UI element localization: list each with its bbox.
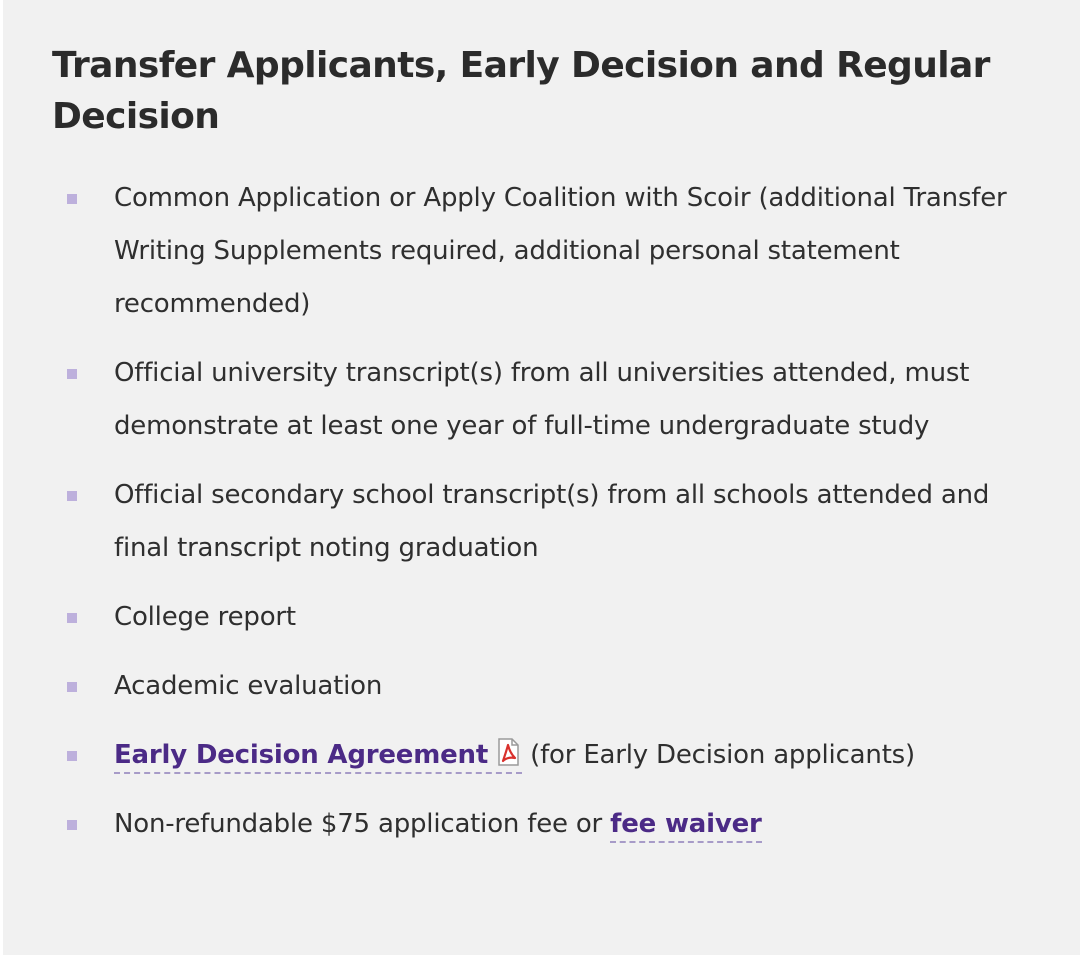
list-item — [3, 798, 1080, 851]
list-item — [3, 729, 1080, 782]
list-item — [3, 347, 1080, 453]
bullet-icon — [67, 369, 77, 379]
requirements-panel — [3, 0, 1080, 955]
list-item — [3, 172, 1080, 331]
requirement-prefix: Non-refundable $75 application fee or — [114, 809, 611, 839]
requirement-text: Official university transcript(s) from all universities attended, must demonstrate at least one year of full-time undergraduate study — [114, 358, 970, 441]
bullet-icon — [67, 820, 77, 830]
early-decision-agreement-link-text: Early Decision Agreement — [114, 740, 489, 770]
bullet-icon — [67, 194, 77, 204]
list-item — [3, 591, 1080, 644]
bullet-icon — [67, 491, 77, 501]
bullet-icon — [67, 682, 77, 692]
requirement-text: College report — [114, 602, 296, 632]
early-decision-agreement-link[interactable] — [114, 740, 522, 774]
requirement-suffix: (for Early Decision applicants) — [522, 740, 915, 770]
requirements-list — [3, 172, 1080, 867]
list-item — [3, 660, 1080, 713]
pdf-icon — [494, 737, 522, 767]
section-heading: Transfer Applicants, Early Decision and Regular Decision — [52, 45, 990, 137]
fee-waiver-link[interactable]: fee waiver — [610, 809, 762, 843]
requirement-text: Academic evaluation — [114, 671, 383, 701]
bullet-icon — [67, 613, 77, 623]
bullet-icon — [67, 751, 77, 761]
requirement-text: Official secondary school transcript(s) from all schools attended and final transcript noting graduation — [114, 480, 990, 563]
list-item — [3, 469, 1080, 575]
requirement-text: Common Application or Apply Coalition with Scoir (additional Transfer Writing Supplements required, additional personal statement recommended) — [114, 183, 1007, 319]
